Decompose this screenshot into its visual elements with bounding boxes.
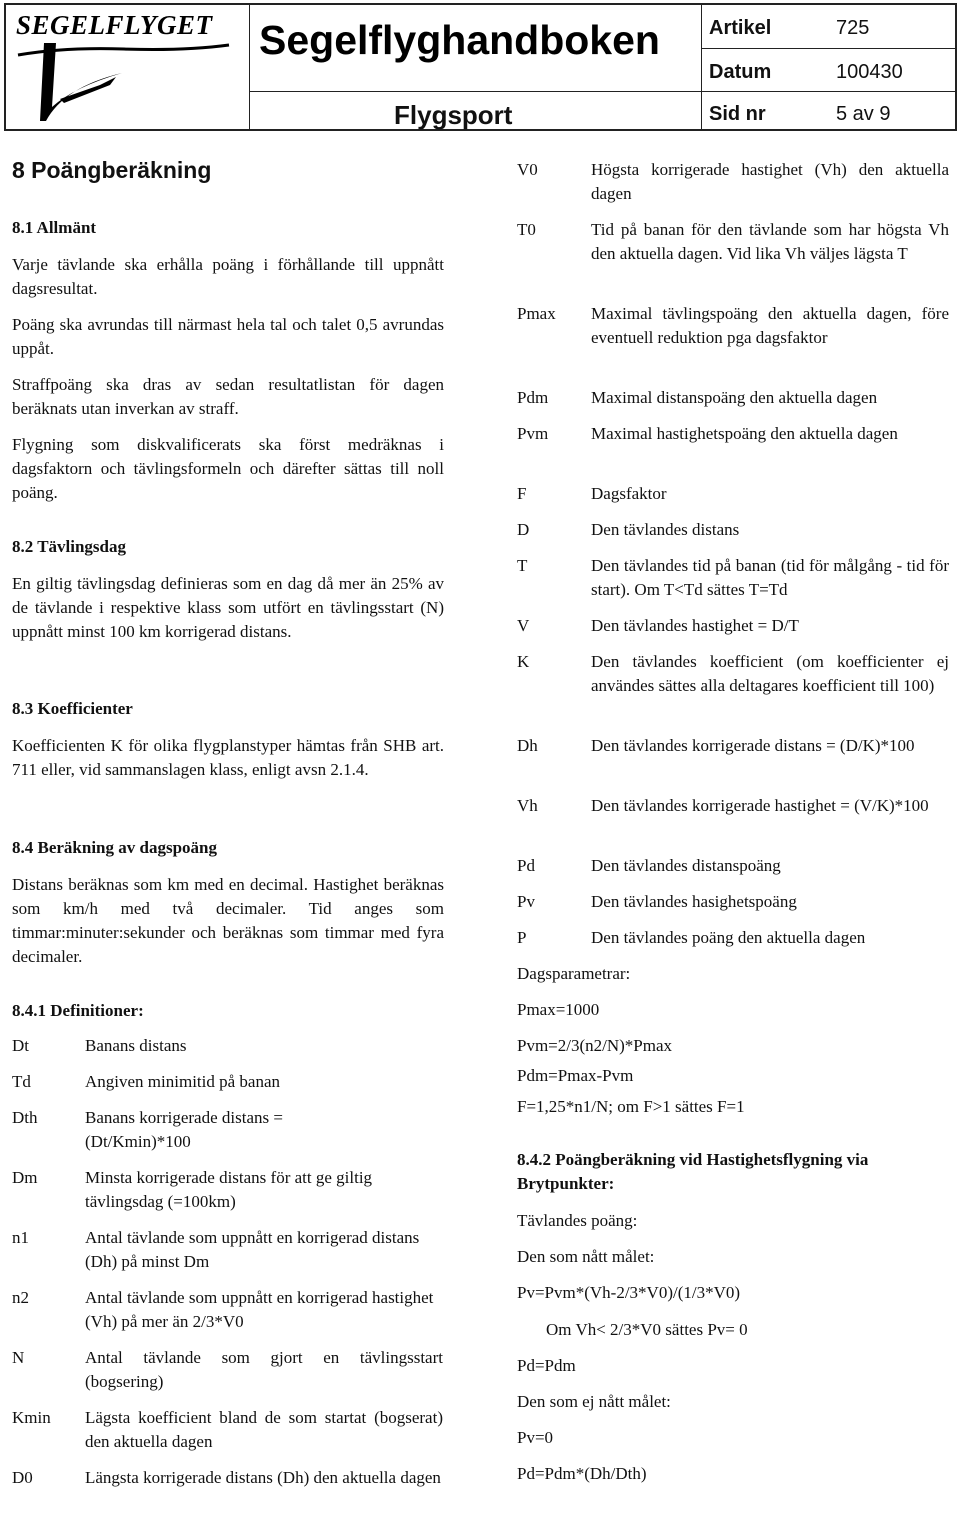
- def-term: T: [517, 556, 528, 575]
- header-divider-meta: [701, 3, 702, 131]
- def-term: K: [517, 652, 530, 671]
- logo-wordmark: SEGELFLYGET: [16, 10, 213, 40]
- def-desc: Den tävlandes poäng den aktuella dagen: [591, 928, 866, 947]
- header-meta-row2: [701, 91, 956, 92]
- def-term: Dt: [12, 1036, 29, 1055]
- def-desc: Antal tävlande som gjort en tävlingsstart (bogsering): [85, 1348, 443, 1391]
- header-title-divider: [249, 91, 701, 92]
- para-8-4: Distans beräknas som km med en decimal. Hastighet beräknas som km/h med två decimaler. Tid anges som timmar:minuter:sekunder och beräknas som timmar med fyra decimaler.: [12, 875, 444, 966]
- def-term: N: [12, 1348, 25, 1367]
- def-desc: Den tävlandes tid på banan (tid för målgång - tid för start). Om T<Td sättes T=Td: [591, 556, 949, 599]
- formula-pdm: Pdm=Pmax-Pvm: [517, 1066, 634, 1085]
- def-desc: Lägsta koefficient bland de som startat (bogserat) den aktuella dagen: [85, 1408, 443, 1451]
- def-term: Dh: [517, 736, 538, 755]
- def-desc: Dagsfaktor: [591, 484, 667, 503]
- para-8-3: Koefficienten K för olika flygplanstyper hämtas från SHB art. 711 eller, vid sammanslagen klass, enligt avsn 2.1.4.: [12, 736, 444, 779]
- formula-f: F=1,25*n1/N; om F>1 sättes F=1: [517, 1097, 745, 1116]
- text-tavlandes-poang: Tävlandes poäng:: [517, 1211, 638, 1230]
- def-term: n2: [12, 1288, 29, 1307]
- def-desc: Den tävlandes distans: [591, 520, 740, 539]
- dagsparametrar-label: Dagsparametrar:: [517, 964, 631, 983]
- def-desc: Maximal tävlingspoäng den aktuella dagen, före eventuell reduktion pga dagsfaktor: [591, 304, 949, 347]
- def-desc: Den tävlandes hastighet = D/T: [591, 616, 799, 635]
- formula-pv-zero: Pv=0: [517, 1428, 554, 1447]
- formula-pmax: Pmax=1000: [517, 1000, 600, 1019]
- def-term: V: [517, 616, 530, 635]
- heading-8-4: 8.4 Beräkning av dagspoäng: [12, 838, 217, 857]
- def-term: D: [517, 520, 530, 539]
- def-term: Dm: [12, 1168, 38, 1187]
- def-desc: Tid på banan för den tävlande som har högsta Vh den aktuella dagen. Vid lika Vh väljes lägsta T: [591, 220, 949, 263]
- heading-8-3: 8.3 Koefficienter: [12, 699, 133, 718]
- formula-pv: Pv=Pvm*(Vh-2/3*V0)/(1/3*V0): [517, 1283, 741, 1302]
- def-desc: Banans distans: [85, 1036, 187, 1055]
- def-desc: Antal tävlande som uppnått en korrigerad distans (Dh) på minst Dm: [85, 1228, 420, 1271]
- def-term: Pdm: [517, 388, 549, 407]
- def-desc: Den tävlandes koefficient (om koefficienter ej användes sättes alla deltagares koefficient till 100): [591, 652, 949, 695]
- para-8-1-d: Flygning som diskvalificerats ska först medräknas i dagsfaktorn och tävlingsformeln och därefter sättas till noll poäng.: [12, 435, 444, 502]
- text-ej-natt-malet: Den som ej nått målet:: [517, 1392, 671, 1411]
- def-desc: Banans korrigerade distans = (Dt/Kmin)*100: [85, 1108, 283, 1151]
- def-term: Kmin: [12, 1408, 51, 1427]
- heading-8-1: 8.1 Allmänt: [12, 218, 97, 237]
- text-natt-malet: Den som nått målet:: [517, 1247, 655, 1266]
- def-term: Dth: [12, 1108, 38, 1127]
- def-term: D0: [12, 1468, 33, 1487]
- formula-pd-partial: Pd=Pdm*(Dh/Dth): [517, 1464, 647, 1483]
- def-term: Pv: [517, 892, 535, 911]
- heading-8-4-2: 8.4.2 Poängberäkning vid Hastighetsflygning via Brytpunkter:: [517, 1150, 869, 1193]
- def-term: n1: [12, 1228, 29, 1247]
- def-desc: Längsta korrigerade distans (Dh) den aktuella dagen: [85, 1468, 441, 1487]
- def-desc: Den tävlandes korrigerade hastighet = (V/K)*100: [591, 796, 929, 815]
- def-desc: Angiven minimitid på banan: [85, 1072, 280, 1091]
- def-desc: Minsta korrigerade distans för att ge giltig tävlingsdag (=100km): [85, 1168, 373, 1211]
- page-header: [4, 3, 957, 131]
- formula-pd: Pd=Pdm: [517, 1356, 576, 1375]
- section-subtitle: Flygsport: [394, 100, 513, 130]
- def-desc: Den tävlandes korrigerade distans = (D/K)*100: [591, 736, 915, 755]
- chapter-heading: 8 Poängberäkning: [12, 157, 212, 183]
- datum-label: Datum: [709, 61, 772, 83]
- def-term: T0: [517, 220, 536, 239]
- def-term: Pd: [517, 856, 535, 875]
- para-8-1-a: Varje tävlande ska erhålla poäng i förhållande till uppnått dagsresultat.: [12, 255, 444, 298]
- header-divider-logo: [249, 3, 250, 131]
- header-meta-row1: [701, 48, 956, 49]
- datum-value: 100430: [836, 61, 903, 83]
- def-term: V0: [517, 160, 538, 179]
- def-term: Pvm: [517, 424, 549, 443]
- def-desc: Maximal hastighetspoäng den aktuella dagen: [591, 424, 898, 443]
- def-term: F: [517, 484, 527, 503]
- def-desc: Den tävlandes hasighetspoäng: [591, 892, 797, 911]
- heading-8-2: 8.2 Tävlingsdag: [12, 537, 127, 556]
- sid-value: 5 av 9: [836, 103, 891, 125]
- def-desc: Högsta korrigerade hastighet (Vh) den aktuella dagen: [591, 160, 949, 203]
- para-8-2: En giltig tävlingsdag definieras som en dag då mer än 25% av de tävlande i respektive klass som utfört en tävlingsstart (N) uppnått minst 100 km korrigerad distans.: [12, 574, 444, 641]
- artikel-value: 725: [836, 17, 870, 39]
- def-desc: Antal tävlande som uppnått en korrigerad hastighet (Vh) på mer än 2/3*V0: [85, 1288, 434, 1331]
- formula-pv-condition: Om Vh< 2/3*V0 sättes Pv= 0: [546, 1320, 748, 1339]
- def-desc: Maximal distanspoäng den aktuella dagen: [591, 388, 878, 407]
- def-term: P: [517, 928, 527, 947]
- header-border-right: [955, 3, 957, 131]
- artikel-label: Artikel: [709, 17, 772, 39]
- handbook-title: Segelflyghandboken: [259, 17, 660, 63]
- sid-label: Sid nr: [709, 103, 766, 125]
- def-term: Vh: [517, 796, 538, 815]
- para-8-1-b: Poäng ska avrundas till närmast hela tal och talet 0,5 avrundas uppåt.: [12, 315, 444, 358]
- heading-8-4-1: 8.4.1 Definitioner:: [12, 1001, 144, 1020]
- formula-pvm: Pvm=2/3(n2/N)*Pmax: [517, 1036, 673, 1055]
- def-term: Pmax: [517, 304, 556, 323]
- para-8-1-c: Straffpoäng ska dras av sedan resultatlistan för dagen beräknats utan inverkan av straff.: [12, 375, 444, 418]
- def-desc: Den tävlandes distanspoäng: [591, 856, 781, 875]
- def-term: Td: [12, 1072, 31, 1091]
